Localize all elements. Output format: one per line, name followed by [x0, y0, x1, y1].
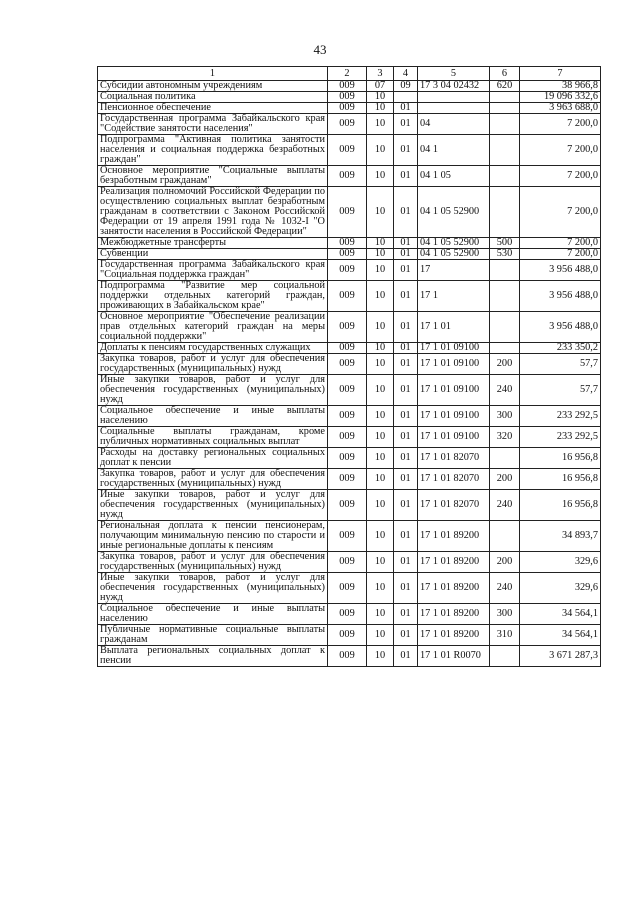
expense-name-cell: Социальная политика [98, 92, 328, 103]
expense-name-cell: Государственная программа Забайкальского края "Социальная поддержка граждан" [98, 260, 328, 281]
subsection-code-cell: 01 [394, 625, 418, 646]
target-article-code-cell: 17 1 01 09100 [418, 343, 490, 354]
expense-name-cell: Закупка товаров, работ и услуг для обеспечения государственных (муниципальных) нужд [98, 354, 328, 375]
subsection-code-cell [394, 92, 418, 103]
table-row [98, 312, 601, 343]
table-row [98, 469, 601, 490]
ministry-code-cell: 009 [328, 375, 367, 406]
expense-name-cell: Подпрограмма "Активная политика занятости населения и социальная поддержка безработных граждан" [98, 135, 328, 166]
subsection-code-cell: 01 [394, 521, 418, 552]
expense-type-code-cell: 300 [490, 406, 520, 427]
table-row [98, 573, 601, 604]
subsection-code-cell: 01 [394, 166, 418, 187]
expense-name-cell: Подпрограмма "Развитие мер социальной поддержки отдельных категорий граждан, проживающих в Забайкальском крае" [98, 281, 328, 312]
expense-type-code-cell [490, 521, 520, 552]
subsection-code-cell: 01 [394, 646, 418, 667]
amount-cell: 34 564,1 [520, 625, 601, 646]
target-article-code-cell: 17 [418, 260, 490, 281]
table-row [98, 260, 601, 281]
subsection-code-cell: 01 [394, 238, 418, 249]
section-code-cell: 10 [367, 135, 394, 166]
section-code-cell: 10 [367, 249, 394, 260]
ministry-code-cell: 009 [328, 448, 367, 469]
amount-cell: 233 350,2 [520, 343, 601, 354]
ministry-code-cell: 009 [328, 354, 367, 375]
table-row [98, 625, 601, 646]
target-article-code-cell: 04 [418, 114, 490, 135]
ministry-code-cell: 009 [328, 604, 367, 625]
target-article-code-cell: 17 1 01 89200 [418, 625, 490, 646]
column-header: 2 [328, 67, 367, 81]
column-header: 7 [520, 67, 601, 81]
subsection-code-cell: 01 [394, 249, 418, 260]
page-number: 43 [313, 42, 327, 57]
subsection-code-cell: 01 [394, 354, 418, 375]
ministry-code-cell: 009 [328, 260, 367, 281]
section-code-cell: 07 [367, 81, 394, 92]
subsection-code-cell: 01 [394, 281, 418, 312]
ministry-code-cell: 009 [328, 114, 367, 135]
table-row [98, 187, 601, 238]
target-article-code-cell: 17 1 01 89200 [418, 573, 490, 604]
amount-cell: 3 963 688,0 [520, 103, 601, 114]
expense-name-cell: Субсидии автономным учреждениям [98, 81, 328, 92]
expense-type-code-cell: 200 [490, 552, 520, 573]
expense-name-cell: Иные закупки товаров, работ и услуг для обеспечения государственных (муниципальных) нужд [98, 375, 328, 406]
subsection-code-cell: 09 [394, 81, 418, 92]
expense-type-code-cell: 240 [490, 375, 520, 406]
expense-name-cell: Пенсионное обеспечение [98, 103, 328, 114]
ministry-code-cell: 009 [328, 281, 367, 312]
table-row [98, 604, 601, 625]
expense-type-code-cell: 240 [490, 490, 520, 521]
table-row [98, 81, 601, 92]
target-article-code-cell: 17 1 01 89200 [418, 604, 490, 625]
amount-cell: 7 200,0 [520, 166, 601, 187]
expense-type-code-cell [490, 646, 520, 667]
section-code-cell: 10 [367, 312, 394, 343]
ministry-code-cell: 009 [328, 406, 367, 427]
expense-name-cell: Иные закупки товаров, работ и услуг для обеспечения государственных (муниципальных) нужд [98, 490, 328, 521]
section-code-cell: 10 [367, 375, 394, 406]
budget-table [97, 66, 601, 667]
table-row [98, 406, 601, 427]
column-header: 6 [490, 67, 520, 81]
ministry-code-cell: 009 [328, 469, 367, 490]
subsection-code-cell: 01 [394, 114, 418, 135]
expense-name-cell: Основное мероприятие "Социальные выплаты безработным гражданам" [98, 166, 328, 187]
table-row [98, 135, 601, 166]
section-code-cell: 10 [367, 552, 394, 573]
ministry-code-cell: 009 [328, 249, 367, 260]
section-code-cell: 10 [367, 646, 394, 667]
column-header: 3 [367, 67, 394, 81]
ministry-code-cell: 009 [328, 552, 367, 573]
amount-cell: 38 966,8 [520, 81, 601, 92]
column-header: 4 [394, 67, 418, 81]
expense-name-cell: Государственная программа Забайкальского края "Содействие занятости населения" [98, 114, 328, 135]
amount-cell: 34 564,1 [520, 604, 601, 625]
section-code-cell: 10 [367, 427, 394, 448]
table-row [98, 249, 601, 260]
section-code-cell: 10 [367, 343, 394, 354]
expense-name-cell: Региональная доплата к пенсии пенсионерам, получающим минимальную пенсию по старости и иные региональные доплаты к пенсиям [98, 521, 328, 552]
amount-cell: 7 200,0 [520, 114, 601, 135]
target-article-code-cell: 17 1 01 [418, 312, 490, 343]
ministry-code-cell: 009 [328, 625, 367, 646]
expense-type-code-cell [490, 187, 520, 238]
target-article-code-cell: 04 1 05 52900 [418, 238, 490, 249]
column-header: 1 [98, 67, 328, 81]
section-code-cell: 10 [367, 448, 394, 469]
expense-type-code-cell: 240 [490, 573, 520, 604]
table-header-row [98, 67, 601, 81]
target-article-code-cell: 04 1 05 [418, 166, 490, 187]
amount-cell: 7 200,0 [520, 135, 601, 166]
table-row [98, 281, 601, 312]
ministry-code-cell: 009 [328, 166, 367, 187]
expense-name-cell: Публичные нормативные социальные выплаты гражданам [98, 625, 328, 646]
expense-type-code-cell: 300 [490, 604, 520, 625]
subsection-code-cell: 01 [394, 343, 418, 354]
amount-cell: 233 292,5 [520, 406, 601, 427]
ministry-code-cell: 009 [328, 81, 367, 92]
expense-name-cell: Социальные выплаты гражданам, кроме публичных нормативных социальных выплат [98, 427, 328, 448]
target-article-code-cell: 17 1 01 89200 [418, 521, 490, 552]
expense-type-code-cell: 620 [490, 81, 520, 92]
amount-cell: 329,6 [520, 573, 601, 604]
expense-name-cell: Закупка товаров, работ и услуг для обеспечения государственных (муниципальных) нужд [98, 552, 328, 573]
amount-cell: 57,7 [520, 375, 601, 406]
table-row [98, 521, 601, 552]
target-article-code-cell: 17 1 01 89200 [418, 552, 490, 573]
subsection-code-cell: 01 [394, 135, 418, 166]
amount-cell: 16 956,8 [520, 448, 601, 469]
expense-type-code-cell: 530 [490, 249, 520, 260]
expense-name-cell: Доплаты к пенсиям государственных служащих [98, 343, 328, 354]
section-code-cell: 10 [367, 604, 394, 625]
expense-name-cell: Социальное обеспечение и иные выплаты населению [98, 604, 328, 625]
table-row [98, 490, 601, 521]
expense-type-code-cell: 200 [490, 354, 520, 375]
column-header: 5 [418, 67, 490, 81]
target-article-code-cell: 17 1 01 82070 [418, 469, 490, 490]
target-article-code-cell: 17 1 01 09100 [418, 406, 490, 427]
subsection-code-cell: 01 [394, 552, 418, 573]
amount-cell: 7 200,0 [520, 238, 601, 249]
table-row [98, 343, 601, 354]
subsection-code-cell: 01 [394, 103, 418, 114]
subsection-code-cell: 01 [394, 573, 418, 604]
section-code-cell: 10 [367, 490, 394, 521]
section-code-cell: 10 [367, 114, 394, 135]
subsection-code-cell: 01 [394, 375, 418, 406]
subsection-code-cell: 01 [394, 469, 418, 490]
amount-cell: 3 671 287,3 [520, 646, 601, 667]
section-code-cell: 10 [367, 166, 394, 187]
subsection-code-cell: 01 [394, 312, 418, 343]
amount-cell: 329,6 [520, 552, 601, 573]
table-row [98, 448, 601, 469]
expense-name-cell: Субвенции [98, 249, 328, 260]
table-row [98, 552, 601, 573]
amount-cell: 16 956,8 [520, 469, 601, 490]
expense-type-code-cell [490, 260, 520, 281]
section-code-cell: 10 [367, 187, 394, 238]
expense-type-code-cell: 200 [490, 469, 520, 490]
section-code-cell: 10 [367, 573, 394, 604]
subsection-code-cell: 01 [394, 260, 418, 281]
section-code-cell: 10 [367, 238, 394, 249]
section-code-cell: 10 [367, 521, 394, 552]
target-article-code-cell: 17 3 04 02432 [418, 81, 490, 92]
expense-type-code-cell [490, 312, 520, 343]
amount-cell: 3 956 488,0 [520, 281, 601, 312]
target-article-code-cell [418, 103, 490, 114]
target-article-code-cell: 17 1 01 R0070 [418, 646, 490, 667]
section-code-cell: 10 [367, 260, 394, 281]
expense-name-cell: Реализация полномочий Российской Федерации по осуществлению социальных выплат безработным гражданам в соответствии с Законом Российской Федерации от 19 апреля 1991 года № 1032-I "О занятости населения в Российской Федерации" [98, 187, 328, 238]
table-row [98, 103, 601, 114]
subsection-code-cell: 01 [394, 187, 418, 238]
section-code-cell: 10 [367, 354, 394, 375]
table-row [98, 427, 601, 448]
expense-name-cell: Межбюджетные трансферты [98, 238, 328, 249]
target-article-code-cell: 17 1 01 09100 [418, 427, 490, 448]
section-code-cell: 10 [367, 625, 394, 646]
amount-cell: 34 893,7 [520, 521, 601, 552]
subsection-code-cell: 01 [394, 604, 418, 625]
expense-name-cell: Основное мероприятие "Обеспечение реализации прав отдельных категорий граждан на меры социальной поддержки" [98, 312, 328, 343]
target-article-code-cell: 04 1 05 52900 [418, 249, 490, 260]
amount-cell: 7 200,0 [520, 187, 601, 238]
subsection-code-cell: 01 [394, 490, 418, 521]
section-code-cell: 10 [367, 103, 394, 114]
table-row [98, 92, 601, 103]
expense-name-cell: Иные закупки товаров, работ и услуг для обеспечения государственных (муниципальных) нужд [98, 573, 328, 604]
expense-name-cell: Выплата региональных социальных доплат к пенсии [98, 646, 328, 667]
amount-cell: 16 956,8 [520, 490, 601, 521]
amount-cell: 57,7 [520, 354, 601, 375]
amount-cell: 3 956 488,0 [520, 312, 601, 343]
ministry-code-cell: 009 [328, 238, 367, 249]
target-article-code-cell: 17 1 01 09100 [418, 354, 490, 375]
target-article-code-cell [418, 92, 490, 103]
table-row [98, 354, 601, 375]
ministry-code-cell: 009 [328, 646, 367, 667]
expense-type-code-cell: 500 [490, 238, 520, 249]
expense-type-code-cell [490, 166, 520, 187]
expense-name-cell: Закупка товаров, работ и услуг для обеспечения государственных (муниципальных) нужд [98, 469, 328, 490]
subsection-code-cell: 01 [394, 406, 418, 427]
expense-name-cell: Социальное обеспечение и иные выплаты населению [98, 406, 328, 427]
ministry-code-cell: 009 [328, 521, 367, 552]
expense-type-code-cell: 310 [490, 625, 520, 646]
ministry-code-cell: 009 [328, 312, 367, 343]
section-code-cell: 10 [367, 469, 394, 490]
amount-cell: 3 956 488,0 [520, 260, 601, 281]
ministry-code-cell: 009 [328, 187, 367, 238]
target-article-code-cell: 04 1 05 52900 [418, 187, 490, 238]
target-article-code-cell: 17 1 01 09100 [418, 375, 490, 406]
expense-type-code-cell [490, 92, 520, 103]
ministry-code-cell: 009 [328, 103, 367, 114]
table-row [98, 166, 601, 187]
ministry-code-cell: 009 [328, 490, 367, 521]
section-code-cell: 10 [367, 406, 394, 427]
subsection-code-cell: 01 [394, 427, 418, 448]
table-row [98, 114, 601, 135]
subsection-code-cell: 01 [394, 448, 418, 469]
amount-cell: 19 096 332,6 [520, 92, 601, 103]
table-row [98, 238, 601, 249]
table-row [98, 646, 601, 667]
expense-type-code-cell [490, 103, 520, 114]
ministry-code-cell: 009 [328, 427, 367, 448]
expense-type-code-cell [490, 448, 520, 469]
target-article-code-cell: 17 1 01 82070 [418, 448, 490, 469]
amount-cell: 7 200,0 [520, 249, 601, 260]
expense-name-cell: Расходы на доставку региональных социальных доплат к пенсии [98, 448, 328, 469]
expense-type-code-cell: 320 [490, 427, 520, 448]
expense-type-code-cell [490, 114, 520, 135]
expense-type-code-cell [490, 343, 520, 354]
expense-type-code-cell [490, 135, 520, 166]
ministry-code-cell: 009 [328, 135, 367, 166]
expense-type-code-cell [490, 281, 520, 312]
target-article-code-cell: 17 1 01 82070 [418, 490, 490, 521]
section-code-cell: 10 [367, 92, 394, 103]
ministry-code-cell: 009 [328, 573, 367, 604]
ministry-code-cell: 009 [328, 343, 367, 354]
table-row [98, 375, 601, 406]
ministry-code-cell: 009 [328, 92, 367, 103]
section-code-cell: 10 [367, 281, 394, 312]
target-article-code-cell: 17 1 [418, 281, 490, 312]
target-article-code-cell: 04 1 [418, 135, 490, 166]
amount-cell: 233 292,5 [520, 427, 601, 448]
